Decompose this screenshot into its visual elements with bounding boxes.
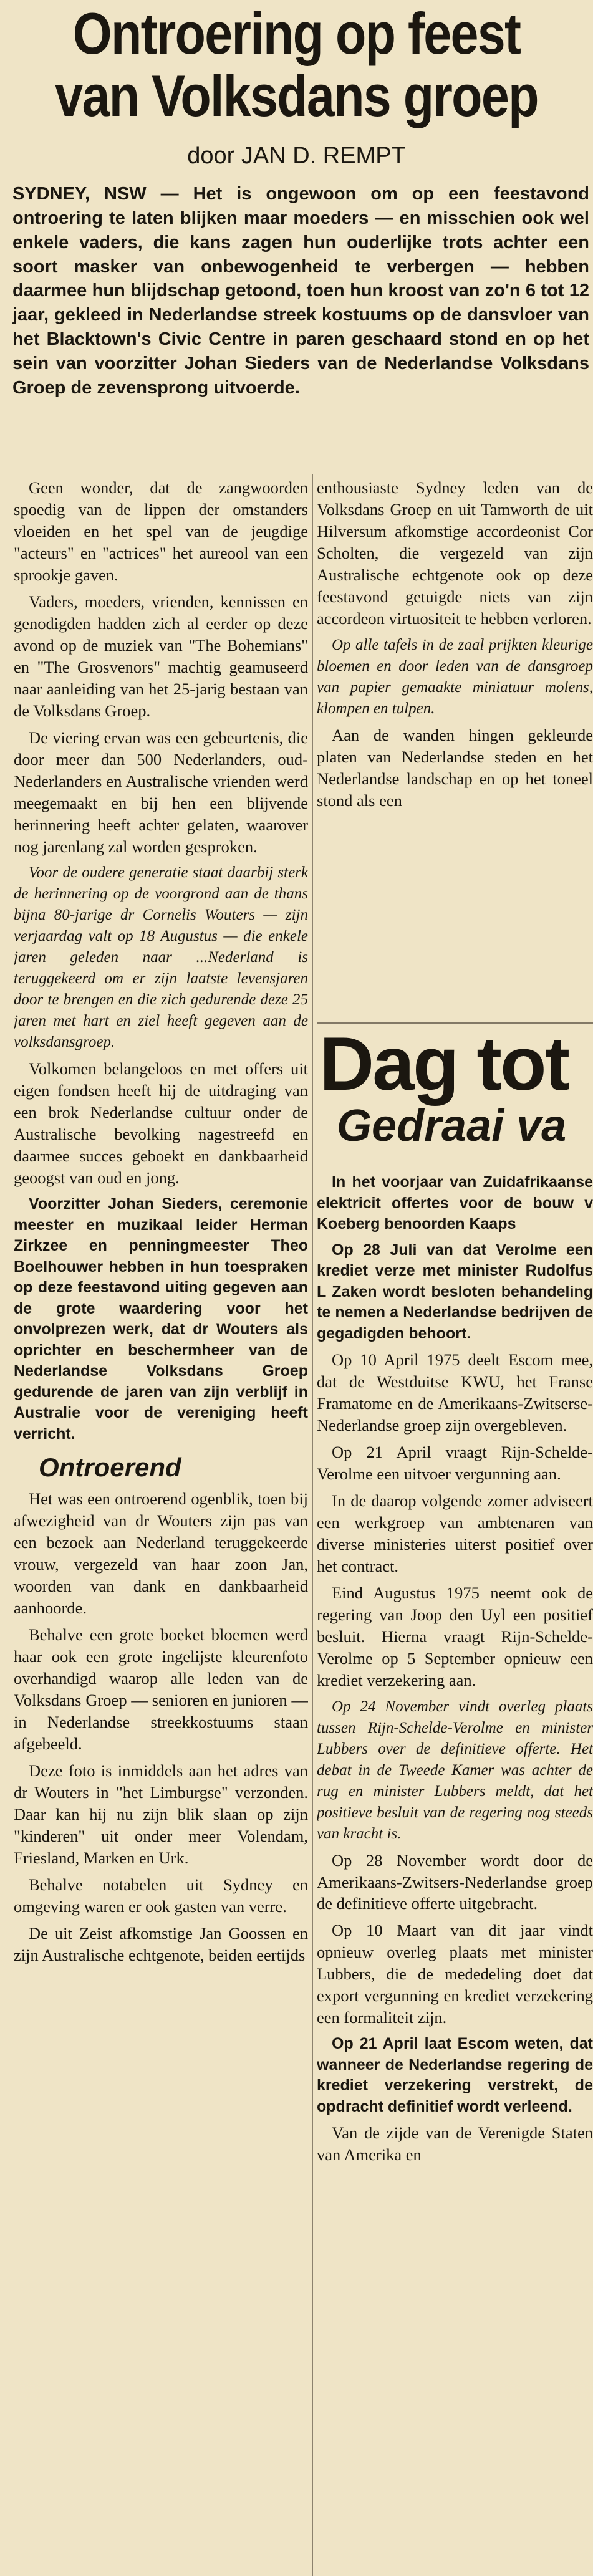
italic-paragraph: Voor de oudere generatie staat daarbij sterk de herinnering op de voorgrond aan de thans bijna 80-jarige dr Cornelis Wouters — zijn verjaardag valt op 18 Augustus — die enkele jaren geleden naar ...Nederland is teruggekeerd om er zijn laatste levensjaren door te brengen en die zich gedurende deze 25 jaren met hart en ziel heeft gegeven aan de volksdansgroep. (14, 864, 308, 1051)
body-paragraph: Behalve een grote boeket bloemen werd haar ook een grote ingelijste kleurenfoto overhandigd waarop alle leden van de Volksdans Groep — senioren en junioren — in Nederlandse streekkostuums staan afgebeeld. (14, 1625, 308, 1754)
body-paragraph: Vaders, moeders, vrienden, kennissen en genodigden hadden zich al eerder op deze avond op de muziek van "The Bohemians" en "The Grosvenors" machtig geamuseerd naar aanleiding van het 25-jarig bestaan van de Volksdans Groep. (14, 592, 308, 720)
right-column-top (317, 477, 593, 1019)
body-paragraph: Eind Augustus 1975 neemt ook de regering van Joop den Uyl een positief besluit. Hierna vraagt Rijn-Schelde-Verolme op 5 September opnieuw een krediet verzekering aan. (317, 1583, 593, 1689)
body-paragraph: Volkomen belangeloos en met offers uit eigen fondsen heeft hij de uitdraging van een brok Nederlandse cultuur onder de Australische bevolking nagestreefd en daarmee succes geboekt en dankbaarheid geoogst van oud en jong. (14, 1059, 308, 1188)
body-paragraph: Op 21 April vraagt Rijn-Schelde-Verolme een uitvoer vergunning aan. (317, 1442, 593, 1483)
body-paragraph: Op 10 April 1975 deelt Escom mee, dat de Westduitse KWU, het Franse Framatome en de Amerikaans-Zwitserse-Nederlandse groep zijn overgebleven. (317, 1350, 593, 1435)
body-paragraph: In de daarop volgende zomer adviseert een werkgroep van ambtenaren van diverse ministeries uiterst positief over het contract. (317, 1491, 593, 1575)
body-paragraph: Geen wonder, dat de zangwoorden spoedig van de lippen der omstanders vloeiden en het spel van de jeugdige "acteurs" en "actrices" het aureool van een sprookje gaven. (14, 478, 308, 584)
body-paragraph: De uit Zeist afkomstige Jan Goossen en zijn Australische echtgenote, beiden eertijds (14, 1923, 308, 1964)
column-divider (312, 474, 313, 2576)
left-column (14, 477, 308, 2572)
lead-text: Het is ongewoon om op een feestavond ontroering te laten blijken maar moeders — en misschien ook wel enkele vaders, die kans zagen hun ouderlijke trots achter een soort masker van onbewogenheid te verbergen — hebben daarmee hun blijdschap getoond, toen hun kroost van zo'n 6 tot 12 jaar, gekleed in Nederlandse streek kostuums op de dansvloer van het Blacktown's Civic Centre in paren geschaard stond en op het sein van voorzitter Johan Sieders van de Nederlandse Volksdans Groep de zevensprong uitvoerde. (12, 184, 590, 398)
bold-paragraph: Op 21 April laat Escom weten, dat wanneer de Nederlandse regering de krediet verzekering verstrekt, de opdracht definitief wordt verleend. (317, 2035, 593, 2115)
body-paragraph: Deze foto is inmiddels aan het adres van dr Wouters in "het Limburgse" verzonden. Daar kan hij nu zijn blik slaan op zijn "kinderen" uit onder meer Volendam, Friesland, Marken en Urk. (14, 1761, 308, 1867)
second-article-header (317, 1022, 593, 1172)
second-article-headline: Dag tot (319, 1022, 569, 1106)
headline-line-2: van Volksdans groep (55, 62, 538, 128)
right-column-second-article (317, 1172, 593, 2575)
headline-line-1: Ontroering op feest (72, 1, 521, 66)
article-headline (42, 2, 552, 127)
bold-paragraph: Voorzitter Johan Sieders, ceremonie meester en muzikaal leider Herman Zirkzee en penningmeester Theo Boelhouwer hebben in hun toespraken op deze feestavond uiting gegeven aan de grote waardering voor het onvolprezen werk, dat dr Wouters als oprichter en beschermheer van de Nederlandse Volksdans Groep gedurende de jaren van zijn verblijf in Australie voor de vereniging heeft verricht. (14, 1195, 308, 1443)
second-article-subheadline: Gedraai va (337, 1101, 567, 1151)
body-paragraph: enthousiaste Sydney leden van de Volksdans Groep en uit Tamworth de uit Hilversum afkomstige accordeonist Cor Scholten, die vergezeld van zijn Australische echtgenote ook op deze feestavond getuigde niets van zijn accordeon virtuositeit te hebben verloren. (317, 478, 593, 628)
italic-paragraph: Op alle tafels in de zaal prijkten kleurige bloemen en door leden van de dansgroep van papier gemaakte miniatuur molens, klompen en tulpen. (317, 636, 593, 717)
body-paragraph: Het was een ontroerend ogenblik, toen bij afwezigheid van dr Wouters zijn pas van een bezoek aan Nederland teruggekeerde vrouw, vergezeld van haar zoon Jan, woorden van dank en dankbaarheid aanhoorde. (14, 1489, 308, 1618)
body-paragraph: Op 10 Maart van dit jaar vindt opnieuw overleg plaats met minister Lubbers, die de mededeling doet dat export vergunning en krediet verzekering een formaliteit zijn. (317, 1921, 593, 2027)
byline: door JAN D. REMPT (187, 143, 406, 169)
lead-paragraph: Op 28 Juli van dat Verolme een krediet verze met minister Rudolfus L Zaken wordt besloten behandeling te nemen a Nederlandse bedrijven de gegadigden behoort. (317, 1241, 593, 1342)
lead-paragraph (12, 182, 589, 400)
lead-paragraph: In het voorjaar van Zuidafrikaanse elektricit offertes voor de bouw v Koeberg benoorden Kaaps (317, 1173, 593, 1233)
body-paragraph: Behalve notabelen uit Sydney en omgeving waren er ook gasten van verre. (14, 1875, 308, 1916)
body-paragraph: Van de zijde van de Verenigde Staten van Amerika en (317, 2123, 593, 2165)
dateline: SYDNEY, NSW — (12, 184, 179, 204)
body-paragraph: De viering ervan was een gebeurtenis, die door meer dan 500 Nederlanders, oud-Nederlanders en Australische vrienden werd meegemaakt en bij hen een blijvende herinnering heeft achter gelaten, waarover nog jarenlang zal worden gesproken. (14, 728, 308, 856)
italic-paragraph: Op 24 November vindt overleg plaats tussen Rijn-Schelde-Verolme en minister Lubbers over de definitieve offerte. Het debat in de Tweede Kamer was achter de rug en minister Lubbers meldt, dat het positieve besluit van de regering nog steeds van kracht is. (317, 1698, 593, 1842)
body-paragraph: Op 28 November wordt door de Amerikaans-Zwitsers-Nederlandse groep de definitieve offerte uitgebracht. (317, 1850, 593, 1913)
body-paragraph: Aan de wanden hingen gekleurde platen van Nederlandse steden en het Nederlandse landschap en op het toneel stond als een (317, 725, 593, 810)
subhead: Ontroerend (39, 1453, 181, 1483)
